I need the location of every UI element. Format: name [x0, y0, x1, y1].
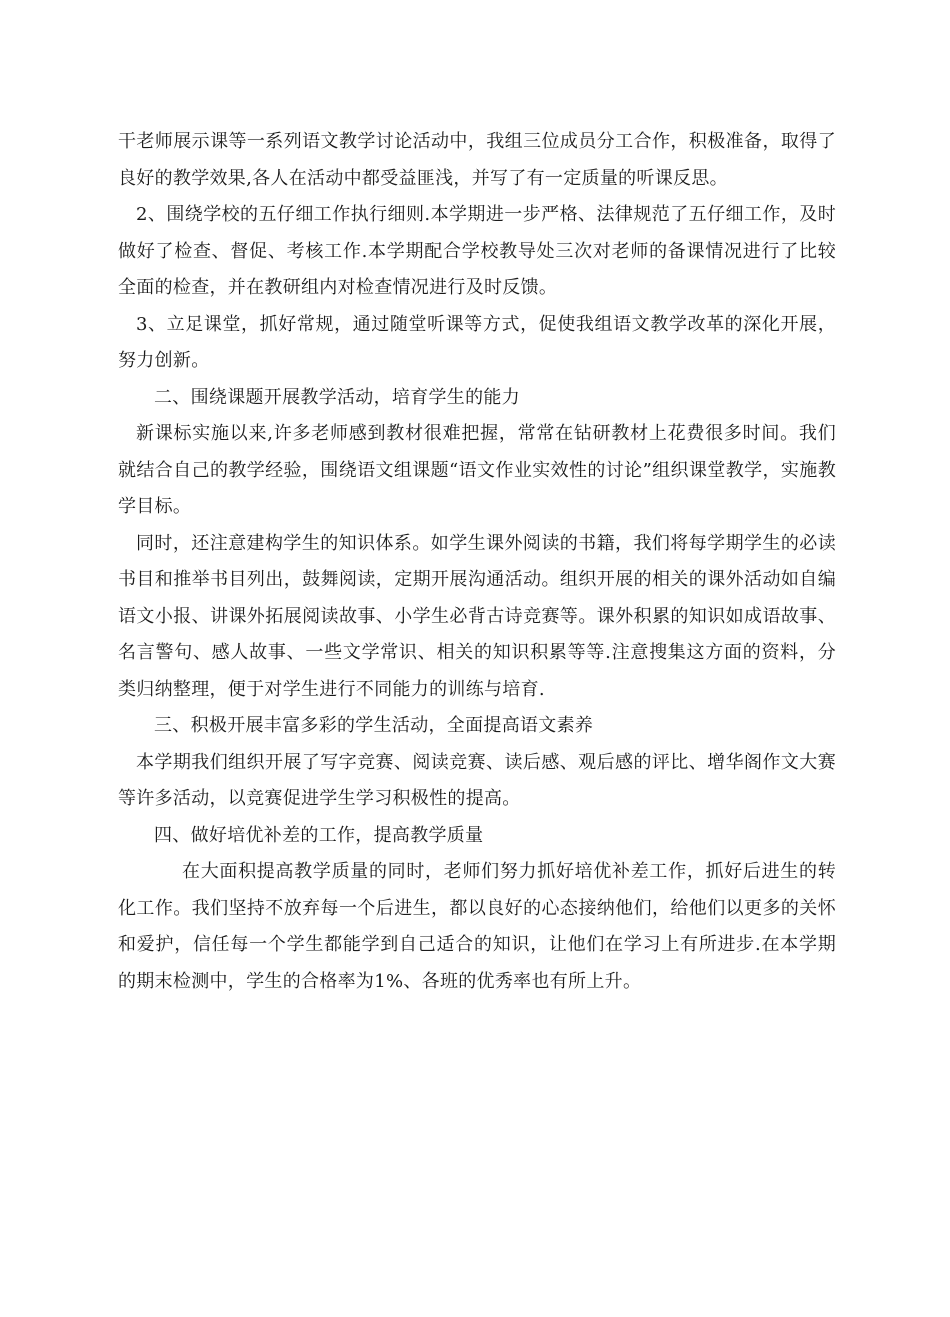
paragraph-quality: 在大面积提高教学质量的同时，老师们努力抓好培优补差工作，抓好后进生的转化工作。我们坚持不放弃每一个后进生，都以良好的心态接纳他们，给他们以更多的关怀和爱护，信任每一个学生都能学到自己适合的知识，让他们在学习上有所进步.在本学期的期末检测中，学生的合格率为1%、各班的优秀率也有所上升。 — [118, 861, 836, 992]
paragraph-student-activities: 本学期我们组织开展了写字竞赛、阅读竞赛、读后感、观后感的评比、增华阁作文大赛等许多活动，以竞赛促进学生学习积极性的提高。 — [118, 751, 836, 809]
document-body — [118, 124, 836, 1000]
section-heading-3: 三、积极开展丰富多彩的学生活动，全面提高语文素养 — [154, 715, 594, 736]
section-heading-4: 四、做好培优补差的工作，提高教学质量 — [154, 824, 484, 846]
section-heading-2: 二、围绕课题开展教学活动，培育学生的能力 — [154, 386, 520, 408]
paragraph-new-curriculum: 新课标实施以来,许多老师感到教材很难把握，常常在钻研教材上花费很多时间。我们就结合自己的教学经验，围绕语文组课题“语文作业实效性的讨论”组织课堂教学，实施教学目标。 — [118, 423, 836, 517]
paragraph-knowledge-system: 同时，还注意建构学生的知识体系。如学生课外阅读的书籍，我们将每学期学生的必读书目和推举书目列出，鼓舞阅读，定期开展沟通活动。组织开展的相关的课外活动如自编语文小报、讲课外拓展阅读故事、小学生必背古诗竞赛等。课外积累的知识如成语故事、名言警句、感人故事、一些文学常识、相关的知识积累等等.注意搜集这方面的资料，分类归纳整理，便于对学生进行不同能力的训练与培育. — [118, 532, 836, 700]
paragraph-item-2: 2、围绕学校的五仔细工作执行细则.本学期进一步严格、法律规范了五仔细工作，及时做好了检查、督促、考核工作.本学期配合学校教导处三次对老师的备课情况进行了比较全面的检查，并在教研组内对检查情况进行及时反馈。 — [118, 204, 836, 298]
paragraph-continuation: 干老师展示课等一系列语文教学讨论活动中，我组三位成员分工合作，积极准备，取得了良好的教学效果,各人在活动中都受益匪浅，并写了有一定质量的听课反思。 — [118, 131, 836, 189]
paragraph-item-3: 3、立足课堂，抓好常规，通过随堂听课等方式，促使我组语文教学改革的深化开展，努力创新。 — [118, 313, 836, 371]
